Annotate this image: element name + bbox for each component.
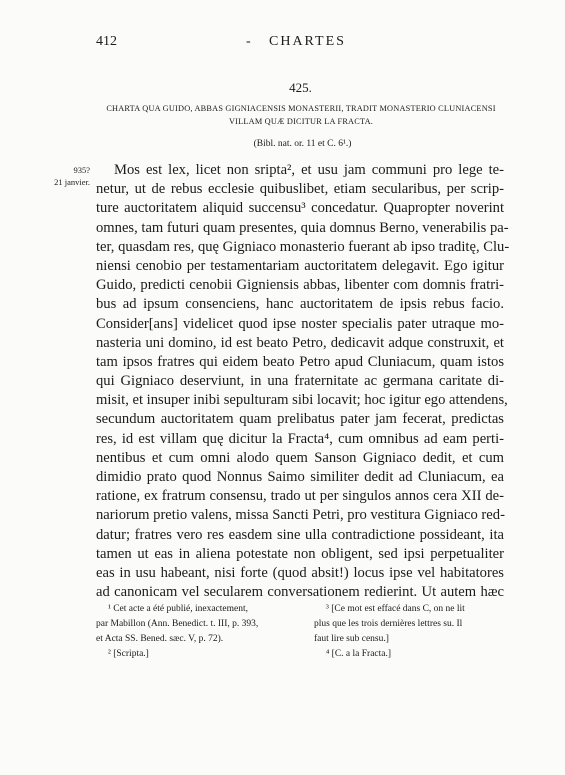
source-reference: (Bibl. nat. or. 11 et C. 6¹.): [253, 139, 352, 149]
text-line: Consider[ans] videlicet quod ipse noster specialis pater utraque mo-: [96, 315, 504, 332]
charter-number: 425.: [289, 80, 312, 95]
footnote-line: et Acta SS. Bened. sæc. V, p. 72).: [96, 634, 224, 644]
text-line: ture auctoritatem aliquid succensu³ concedatur. Quapropter noverint: [96, 200, 504, 217]
footnote-line: ³ [Ce mot est effacé dans C, on ne lit: [326, 604, 465, 614]
footnote-line: plus que les trois dernières lettres su. Il: [314, 619, 463, 629]
footnote-line: par Mabillon (Ann. Benedict. t. III, p. 393,: [96, 619, 259, 629]
running-header: [96, 34, 501, 54]
text-line: Guido, predicti cenobii Gigniensis abbas, libenter com domnis fratri-: [96, 277, 504, 294]
margin-year: 935?: [73, 165, 90, 175]
header-separator: -: [246, 34, 251, 49]
footnotes-left-column: [96, 602, 292, 662]
running-title: CHARTES: [269, 34, 346, 49]
margin-date: [30, 164, 90, 188]
text-line: nasteria uni domino, id est beato Petro, dedicavit adque construxit, et: [96, 334, 504, 351]
text-line: dimidio prato quod Nonnus Saimo similiter dedit ad Cluniacum, ea: [96, 469, 504, 485]
text-line: eas in usu habeant, nisi forte (quod absit!) locus ipse vel habitatores: [96, 564, 504, 581]
text-line: datur; fratres vero res easdem sine ulla contradictione possideant, ita: [96, 526, 504, 543]
footnote-line: ¹ Cet acte a été publié, inexactement,: [108, 604, 249, 614]
text-line: qui Gigniaco deserviunt, in una fraternitate ac germana caritate di-: [96, 373, 504, 390]
text-line: Mos est lex, licet non sripta², et usu jam communi pro lege te-: [114, 162, 504, 178]
text-line: bus ad ipsum consenciens, hanc auctoritatem de ipsis rebus facio.: [96, 296, 504, 313]
footnote-line: faut lire sub censu.]: [314, 634, 389, 644]
margin-day: 21 janvier.: [54, 177, 90, 187]
text-line: secundum auctoritatem quam prelibatus pater jam fecerat, predictas: [96, 411, 504, 428]
text-line: nariorum pretio valens, missa Sancti Petri, pro vestitura Gigniaco red-: [96, 507, 505, 524]
text-line: netur, ut de rebus ecclesie quibuslibet, etiam secularibus, per scrip-: [96, 181, 504, 198]
text-line: tamen ut eas in aliena potestate non obligent, sed ipsi perpetualiter: [96, 545, 504, 562]
text-line: ratione, ex fratrum consensu, trado ut per singulos annos cera XII de-: [96, 488, 504, 505]
text-line: nentibus et cum omni alodo quem Sanson Gigniaco dedit, et cum: [96, 449, 504, 466]
text-line: ter, quasdam res, quę Gigniaco monasterio fuerant ab ipso traditę, Clu-: [96, 238, 510, 255]
footnote-line: ⁴ [C. a la Fracta.]: [326, 649, 392, 659]
charter-text: [96, 161, 510, 602]
text-line: ad canonicam vel secularem conversationem redierint. Ut autem hæc: [96, 584, 504, 601]
charter-heading-line: VILLAM QUÆ DICITUR LA FRACTA.: [228, 117, 374, 126]
text-line: niensi cenobio per testamentariam auctoritatem delegavit. Ego igitur: [96, 257, 504, 274]
charter-heading: [96, 102, 506, 128]
text-line: misit, et insuper inibi sepulturam sibi locavit; hoc igitur ego attendens,: [96, 392, 508, 409]
text-line: res, id est villam quę dicitur la Fracta⁴, cum omnibus ad eam perti-: [96, 430, 504, 447]
page-number: 412: [96, 34, 117, 49]
charter-heading-line: CHARTA QUA GUIDO, ABBAS GIGNIACENSIS MONASTERII, TRADIT MONASTERIO CLUNIACENSI: [106, 104, 496, 113]
footnote-line: ² [Scripta.]: [108, 649, 149, 659]
footnotes-right-column: [314, 602, 510, 662]
text-line: tam ipsos fratres qui eidem beato Petro apud Cluniacum, quam istos: [96, 353, 504, 370]
text-line: omnes, tam futuri quam presentes, quia domnus Berno, venerabilis pa-: [96, 219, 509, 236]
